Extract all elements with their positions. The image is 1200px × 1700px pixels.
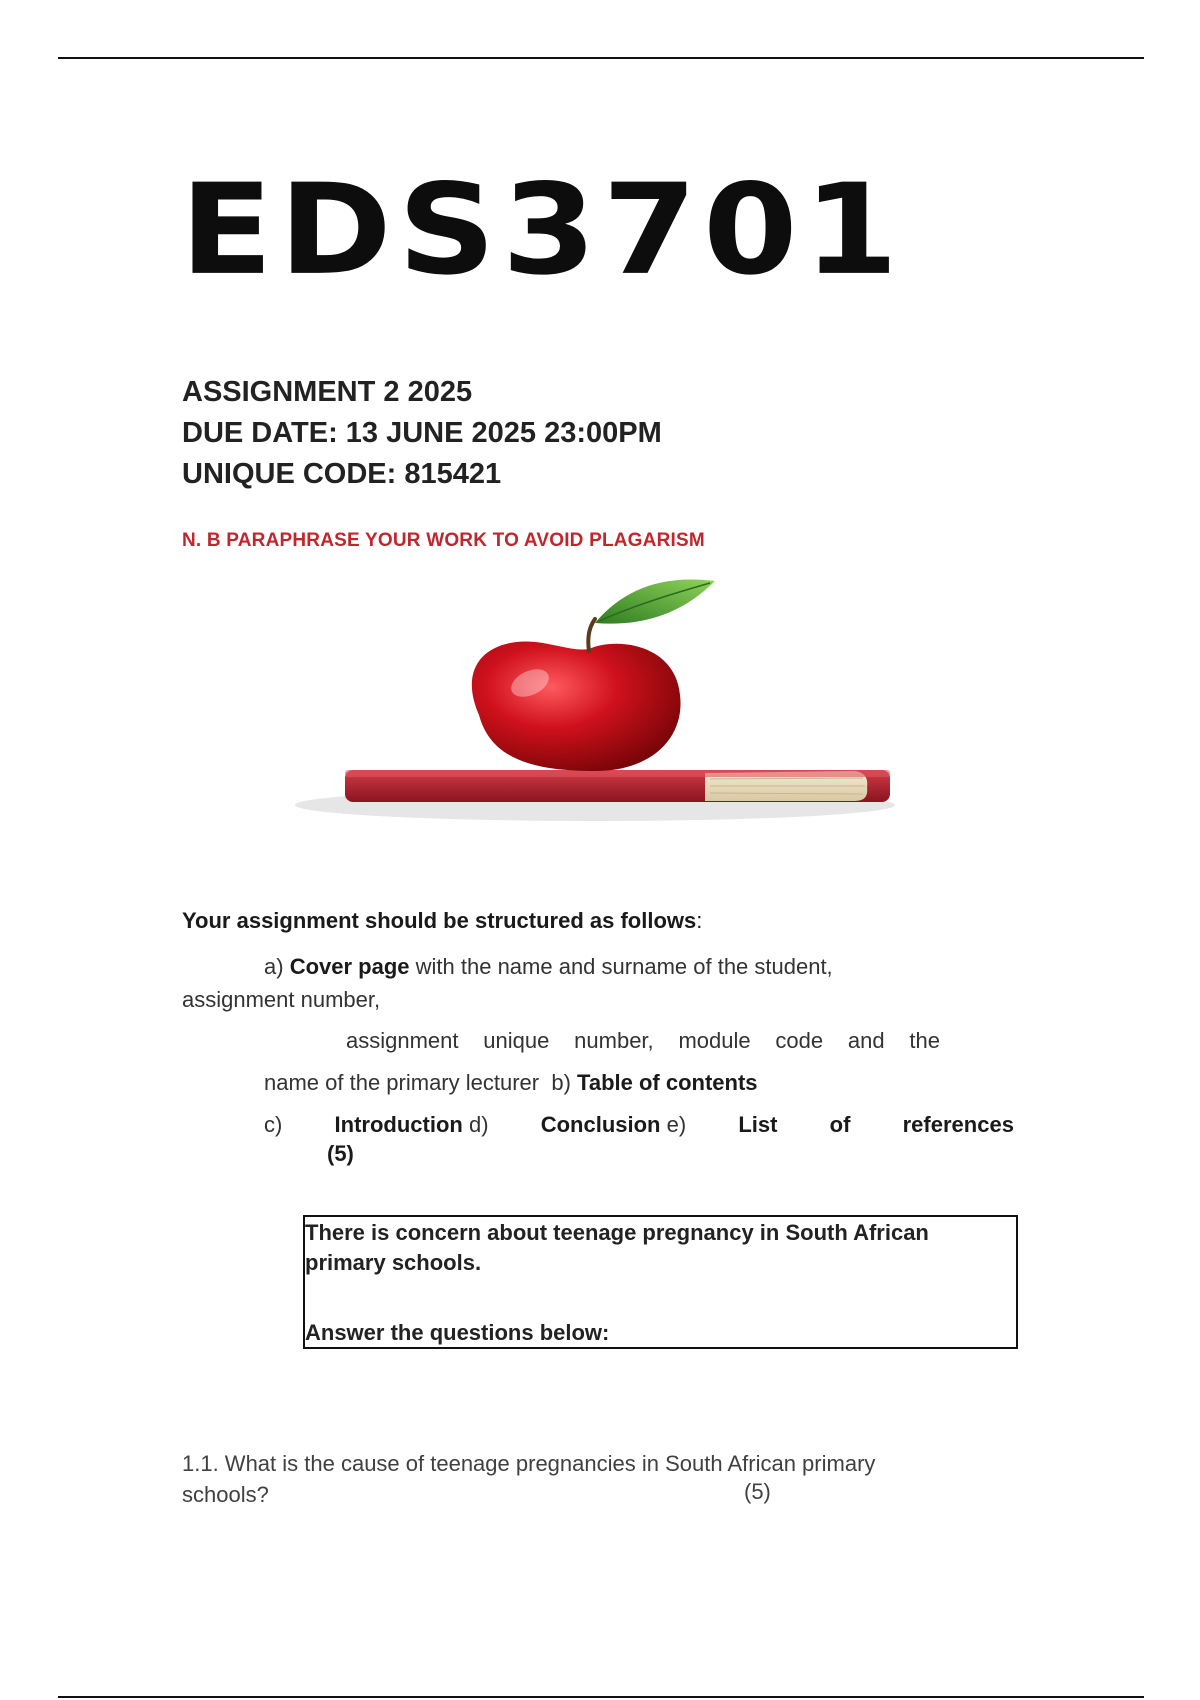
item-e-marker: e) [666,1112,687,1137]
question-line-1: 1.1. What is the cause of teenage pregnancies in South African primary [182,1451,876,1476]
apple-on-book-icon [185,565,1020,845]
case-statement-box [303,1215,1018,1349]
items-c-d-e [264,1112,1014,1138]
structure-marks: (5) [327,1141,354,1166]
top-rule [58,57,1144,59]
item-c-introduction: Introduction [334,1112,463,1137]
item-e-list-word: List [738,1112,778,1137]
item-b-table-of-contents: Table of contents [577,1070,758,1095]
structure-heading: Your assignment should be structured as follows: [182,908,703,933]
case-instruction: Answer the questions below: [305,1320,610,1345]
question-marks: (5) [744,1479,771,1504]
plagiarism-warning: N. B PARAPHRASE YOUR WORK TO AVOID PLAGARISM [182,530,705,551]
question-line-2: schools? [182,1482,269,1507]
due-date: DUE DATE: 13 JUNE 2025 23:00PM [182,417,662,449]
item-a-line-3: name of the primary lecturer b) Table of contents [264,1070,758,1095]
item-e-references-word: references [902,1112,1014,1137]
item-a-cover-page: a) Cover page with the name and surname of the student, [264,954,833,979]
item-a-continuation: assignment number, [182,987,381,1012]
question-1-1 [182,1448,875,1510]
item-d-marker: d) [468,1112,489,1137]
item-a-line-2: assignment unique number, module code and the [346,1028,940,1053]
item-b-marker: b) [551,1070,571,1095]
case-line-1: There is concern about teenage pregnancy in South African [305,1220,929,1245]
item-c-marker: c) [264,1112,283,1137]
case-line-2: primary schools. [305,1250,482,1275]
module-code-title: EDS3701 [180,157,905,304]
unique-code: UNIQUE CODE: 815421 [182,458,502,490]
bottom-rule [58,1696,1144,1698]
item-e-of-word: of [829,1112,851,1137]
assignment-details [182,372,662,495]
item-d-conclusion: Conclusion [540,1112,661,1137]
assignment-number: ASSIGNMENT 2 2025 [182,376,473,408]
